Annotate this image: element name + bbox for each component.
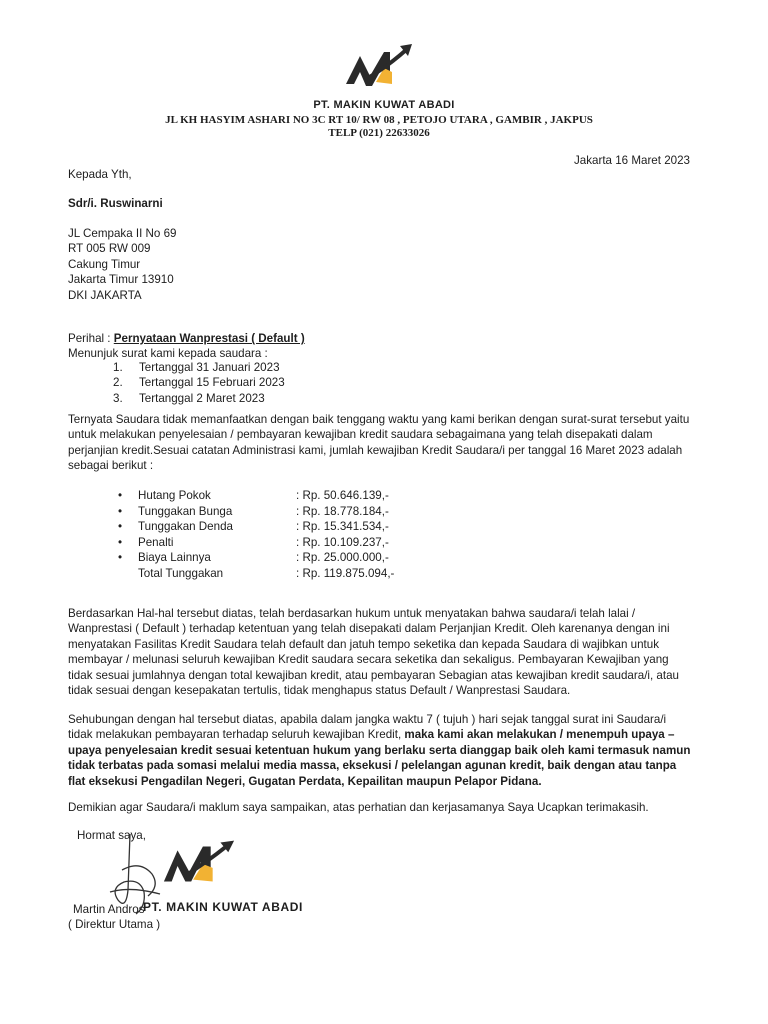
closing-salutation: Hormat saya,: [77, 829, 146, 842]
company-phone: TELP (021) 22633026: [328, 127, 430, 139]
company-name: PT. MAKIN KUWAT ABADI: [313, 99, 455, 111]
list-item: [113, 391, 285, 406]
debt-value: : Rp. 25.000.000,-: [296, 551, 389, 565]
address-line: Jakarta Timur 13910: [68, 273, 174, 287]
list-text: Tertanggal 2 Maret 2023: [139, 391, 265, 405]
debt-row: [118, 519, 458, 535]
debt-row: [118, 535, 458, 551]
address-line: RT 005 RW 009: [68, 242, 151, 256]
debt-label: Tunggakan Bunga: [138, 504, 233, 518]
company-address: JL KH HASYIM ASHARI NO 3C RT 10/ RW 08 , PETOJO UTARA , GAMBIR , JAKPUS: [165, 114, 593, 126]
list-number: 1.: [113, 361, 123, 374]
list-number: 2.: [113, 376, 123, 390]
debt-value: : Rp. 18.778.184,-: [296, 504, 389, 518]
reference-list: [113, 360, 285, 406]
list-text: Tertanggal 15 Februari 2023: [139, 376, 285, 390]
list-number: 3.: [113, 391, 123, 405]
paragraph-bold-text: maka kami akan melakukan / menempuh upaya – upaya penyelesaian kredit sesuai ketentuan hukum yang berlaku serta dianggap baik oleh kami termasuk namun tidak terbatas pada somasi melalui media massa, eksekusi / pelelangan agunan kredit, baik dengan atau tanpa flat eksekusi Pengadilan Negeri, Gugatan Perdata, Kepailitan maupun Pelapor Pidana.: [68, 728, 691, 788]
debt-value: : Rp. 50.646.139,-: [296, 489, 389, 502]
paragraph-default-statement: Berdasarkan Hal-hal tersebut diatas, telah berdasarkan hukum untuk menyatakan bahwa saudara/i telah lalai / Wanprestasi ( Default ) terhadap ketentuan yang telah disepakati dalam Perjanjian Kredit. Oleh karenanya dengan ini menyatakan Fasilitas Kredit Saudara telah default dan jatuh tempo seketika dan kepada Saudara di wajibkan untuk membayar / melunasi seluruh kewajiban Kredit saudara secara seketika dan sekaligus. Pembayaran Kewajiban yang tidak sesuai jumlahnya dengan total kewajiban kredit, atau pembayaran Sebagian atas kewajiban kredit saudara/i, atau tidak sesuai dengan kesepakatan tertulis, tidak menghapus status Default / Wanprestasi Saudara.: [68, 607, 679, 698]
signatory-title: ( Direktur Utama ): [68, 918, 161, 931]
debt-value: : Rp. 15.341.534,-: [296, 520, 389, 534]
debt-row: [118, 504, 458, 520]
debt-label: Tunggakan Denda: [138, 520, 233, 534]
salutation: Kepada Yth,: [68, 168, 132, 181]
bullet: •: [118, 504, 123, 518]
paragraph-legal-action: [68, 712, 693, 789]
recipient-name: Sdr/i. Ruswinarni: [68, 197, 163, 210]
address-line: DKI JAKARTA: [68, 288, 142, 302]
debt-value: : Rp. 119.875.094,-: [296, 566, 395, 580]
subject-label: Perihal :: [68, 332, 114, 345]
address-line: JL Cempaka II No 69: [68, 227, 177, 240]
reference-intro: Menunjuk surat kami kepada saudara :: [68, 347, 268, 360]
debt-label: Biaya Lainnya: [138, 551, 211, 565]
debt-value: : Rp. 10.109.237,-: [296, 535, 389, 549]
bullet: •: [118, 551, 123, 565]
debt-list: [118, 488, 458, 582]
subject-line: [68, 331, 305, 346]
paragraph-obligations: Ternyata Saudara tidak memanfaatkan dengan baik tenggang waktu yang kami berikan dengan surat-surat tersebut yaitu untuk melakukan penyelesaian / pembayaran kewajiban kredit saudara sebagaimana yang telah disepakati dalam perjanjian kredit.Sesuai catatan Administrasi kami, jumlah kewajiban Kredit Saudara/i per tanggal 16 Maret 2023 adalah sebagai berikut :: [68, 413, 690, 473]
subject-text: Pernyataan Wanprestasi ( Default ): [113, 332, 305, 345]
stamp-company-name: PT. MAKIN KUWAT ABADI: [143, 900, 303, 914]
company-logo-icon: [340, 42, 420, 94]
list-item: [113, 360, 285, 375]
debt-label: Hutang Pokok: [138, 489, 211, 502]
bullet: •: [118, 520, 123, 534]
letter-date: Jakarta 16 Maret 2023: [573, 154, 690, 167]
recipient-address: [68, 226, 176, 303]
paragraph-closing: Demikian agar Saudara/i maklum saya sampaikan, atas perhatian dan kerjasamanya Saya Ucapkan terimakasih.: [68, 801, 649, 814]
debt-label: Total Tunggakan: [138, 566, 224, 580]
debt-row: [118, 550, 458, 566]
paragraph-text: Sehubungan dengan hal tersebut diatas, apabila dalam jangka waktu 7 ( tujuh ) hari sejak tanggal surat ini Saudara/i tidak melakukan pembayaran terhadap seluruh kewajiban Kredit,: [68, 713, 667, 742]
bullet: •: [118, 489, 123, 502]
list-text: Tertanggal 31 Januari 2023: [139, 361, 280, 374]
debt-label: Penalti: [138, 535, 174, 549]
debt-row: [118, 488, 458, 504]
address-line: Cakung Timur: [68, 257, 141, 271]
company-stamp-logo-icon: [160, 838, 238, 890]
bullet: •: [118, 535, 123, 549]
signatory-name: Martin Andros: [73, 903, 145, 916]
debt-total-row: [118, 566, 458, 582]
list-item: [113, 375, 285, 390]
